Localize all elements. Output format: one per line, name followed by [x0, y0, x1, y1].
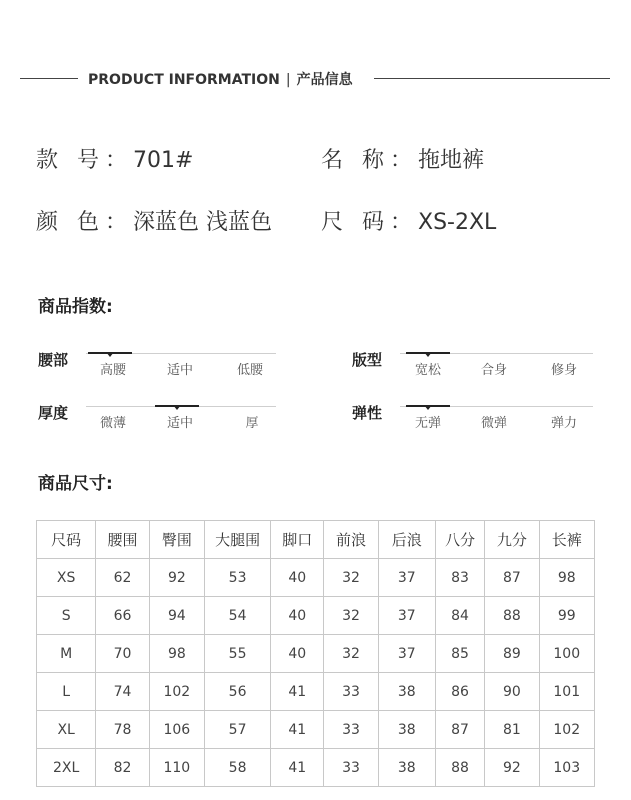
style-number-label: 款 号：: [36, 148, 133, 173]
table-cell: 92: [149, 559, 204, 597]
column-header: 尺码: [37, 521, 96, 559]
index-section-title: 商品指数:: [38, 297, 113, 317]
section-header: [88, 69, 353, 89]
table-cell: 66: [96, 597, 149, 635]
index-option: 适中: [166, 416, 193, 431]
table-cell: 98: [149, 635, 204, 673]
table-cell: 37: [378, 635, 435, 673]
index-option: 适中: [166, 363, 193, 378]
table-cell: 41: [271, 749, 324, 787]
header-rule-right: [374, 78, 610, 79]
index-option: 低腰: [236, 363, 263, 378]
column-header: 大腿围: [205, 521, 271, 559]
table-cell: 37: [378, 597, 435, 635]
product-size-range: [321, 205, 496, 236]
index-marker-fit: [406, 352, 450, 354]
index-marker-thickness: [155, 405, 199, 407]
column-header: 长裤: [539, 521, 595, 559]
header-title-en: PRODUCT INFORMATION: [88, 72, 280, 88]
table-cell: 98: [539, 559, 595, 597]
table-cell: 89: [485, 635, 539, 673]
table-cell: 92: [485, 749, 539, 787]
table-cell: 33: [324, 749, 378, 787]
index-label-fit: 版型: [352, 351, 383, 369]
table-cell: 40: [271, 559, 324, 597]
table-cell: 83: [435, 559, 484, 597]
column-header: 九分: [485, 521, 539, 559]
table-cell: M: [37, 635, 96, 673]
index-option: 微薄: [99, 416, 126, 431]
table-cell: 101: [539, 673, 595, 711]
column-header: 八分: [435, 521, 484, 559]
table-cell: 78: [96, 711, 149, 749]
product-size-label: 尺 码：: [321, 210, 418, 235]
index-option: 宽松: [414, 363, 441, 378]
table-cell: 40: [271, 597, 324, 635]
table-cell: 38: [378, 711, 435, 749]
index-option: 修身: [550, 363, 577, 378]
size-section-title: 商品尺寸:: [38, 474, 113, 494]
table-cell: 81: [485, 711, 539, 749]
table-cell: L: [37, 673, 96, 711]
table-cell: 41: [271, 711, 324, 749]
product-color: [36, 205, 272, 236]
index-option: 合身: [480, 363, 507, 378]
index-option: 无弹: [414, 416, 441, 431]
table-cell: 88: [485, 597, 539, 635]
table-row: [37, 749, 595, 787]
table-cell: 86: [435, 673, 484, 711]
column-header: 脚口: [271, 521, 324, 559]
product-name: [321, 143, 484, 174]
table-cell: 100: [539, 635, 595, 673]
table-cell: 106: [149, 711, 204, 749]
table-cell: 84: [435, 597, 484, 635]
table-cell: 103: [539, 749, 595, 787]
table-cell: S: [37, 597, 96, 635]
table-cell: 56: [205, 673, 271, 711]
style-number-value: 701#: [133, 148, 194, 173]
style-number: [36, 143, 193, 174]
table-cell: 53: [205, 559, 271, 597]
column-header: 后浪: [378, 521, 435, 559]
table-cell: 40: [271, 635, 324, 673]
header-separator: |: [285, 72, 291, 88]
table-cell: 33: [324, 673, 378, 711]
table-cell: 58: [205, 749, 271, 787]
table-cell: 110: [149, 749, 204, 787]
product-color-label: 颜 色：: [36, 210, 133, 235]
index-marker-elasticity: [406, 405, 450, 407]
index-option: 弹力: [550, 416, 577, 431]
index-label-elasticity: 弹性: [352, 404, 383, 422]
table-row: [37, 673, 595, 711]
header-title-cn: 产品信息: [296, 72, 353, 88]
table-row: [37, 559, 595, 597]
table-cell: 90: [485, 673, 539, 711]
index-marker-waist: [88, 352, 132, 354]
index-option: 微弹: [480, 416, 507, 431]
table-row: [37, 635, 595, 673]
table-row: [37, 711, 595, 749]
table-cell: 32: [324, 559, 378, 597]
table-cell: 2XL: [37, 749, 96, 787]
index-label-thickness: 厚度: [38, 404, 69, 422]
column-header: 腰围: [96, 521, 149, 559]
table-cell: 54: [205, 597, 271, 635]
table-cell: 62: [96, 559, 149, 597]
header-rule-left: [20, 78, 78, 79]
table-cell: 70: [96, 635, 149, 673]
table-cell: 99: [539, 597, 595, 635]
table-cell: 57: [205, 711, 271, 749]
index-option: 厚: [245, 416, 259, 431]
table-cell: 88: [435, 749, 484, 787]
index-label-waist: 腰部: [38, 351, 69, 369]
table-cell: 102: [539, 711, 595, 749]
table-cell: 37: [378, 559, 435, 597]
table-cell: 87: [435, 711, 484, 749]
table-cell: XS: [37, 559, 96, 597]
table-cell: 41: [271, 673, 324, 711]
table-cell: 32: [324, 597, 378, 635]
table-cell: 33: [324, 711, 378, 749]
column-header: 臀围: [149, 521, 204, 559]
size-table-header: [37, 521, 595, 559]
table-cell: 85: [435, 635, 484, 673]
index-option: 高腰: [99, 363, 126, 378]
table-row: [37, 597, 595, 635]
product-name-value: 拖地裤: [418, 148, 485, 173]
product-name-label: 名 称：: [321, 148, 418, 173]
table-cell: 94: [149, 597, 204, 635]
table-cell: 74: [96, 673, 149, 711]
product-size-value: XS-2XL: [418, 210, 497, 235]
table-cell: 38: [378, 673, 435, 711]
table-cell: 102: [149, 673, 204, 711]
column-header: 前浪: [324, 521, 378, 559]
table-cell: XL: [37, 711, 96, 749]
table-cell: 82: [96, 749, 149, 787]
table-cell: 55: [205, 635, 271, 673]
size-table: [36, 520, 595, 787]
product-color-value: 深蓝色 浅蓝色: [133, 210, 272, 235]
table-cell: 87: [485, 559, 539, 597]
table-cell: 38: [378, 749, 435, 787]
table-cell: 32: [324, 635, 378, 673]
